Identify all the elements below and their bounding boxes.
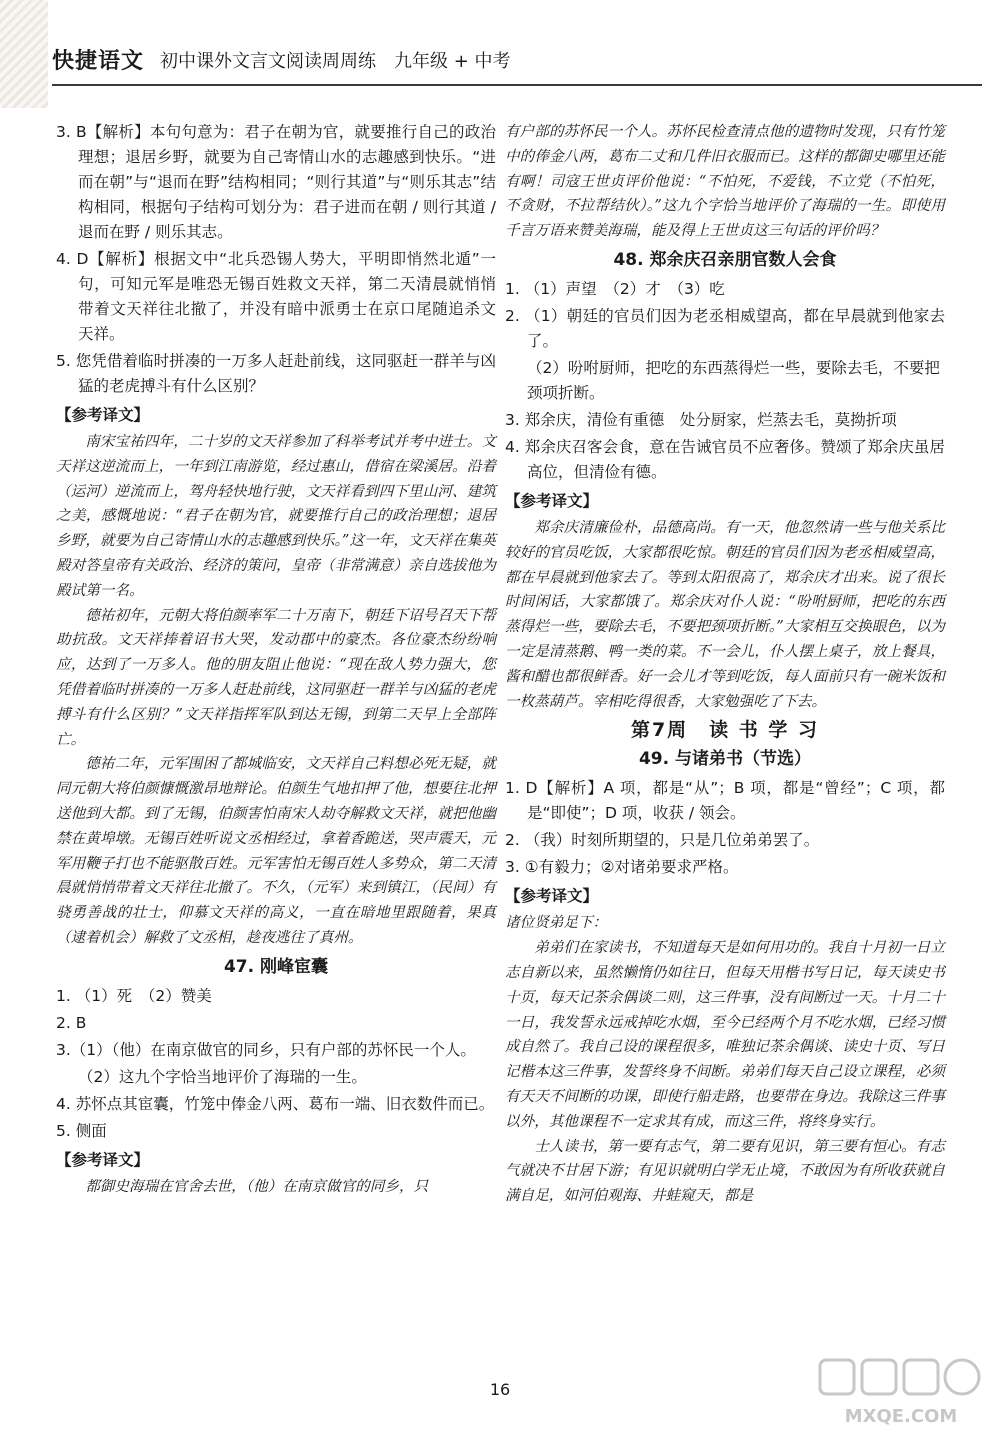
watermark-logo	[816, 1356, 986, 1430]
answer-1: 1. （1）死 （2）赞美	[56, 986, 212, 1005]
translation-paragraph: 有户部的苏怀民一个人。苏怀民检查清点他的遗物时发现，只有竹笼中的俸金八两，葛布二丈和几件旧衣服而已。这样的都御史哪里还能有啊！司寇王世贞评价他说：“不怕死，不爱钱，不立党（不怕死，不贪财，不拉帮结伙）。”这九个字恰当地评价了海瑞的一生。即使用千言万语来赞美海瑞，能及得上王世贞这三句话的评价吗？	[505, 123, 945, 240]
answer-1: 1. D【解析】A 项，都是“从”；B 项，都是“曾经”；C 项，都是“即使”；D 项，收获 / 领会。	[505, 779, 945, 823]
translation-paragraph: 德祐二年，元军围困了都城临安，文天祥自己料想必死无疑，就同元朝大将伯颜慷慨激昂地辩论。伯颜生气地扣押了他，想要往北押送他到大都。到了无锡，伯颜害怕南宋人劫夺解救文天祥，就把他幽禁在黄埠墩。无锡百姓听说文丞相经过，拿着香跪送，哭声震天，元军用鞭子打也不能驱散百姓。元军害怕无锡百姓人多势众，第二天清晨就悄悄带着文天祥往北撤了。不久，（元军）来到镇江，（民间）有骁勇善战的壮士，仰慕文天祥的高义，一直在暗地里跟随着，果真（逮着机会）解救了文丞相，趁夜逃往了真州。	[56, 755, 496, 946]
page-header	[0, 0, 1000, 108]
answer-3: 3.（1）（他）在南京做官的同乡，只有户部的苏怀民一个人。	[56, 1040, 476, 1059]
right-column	[505, 120, 945, 1209]
translation-paragraph: 郑余庆清廉俭朴，品德高尚。有一天，他忽然请一些与他关系比较好的官员吃饭，大家都很吃惊。朝廷的官员们因为老丞相威望高，都在早晨就到他家去了。等到太阳很高了，郑余庆才出来。说了很长时间闲话，大家都饿了。郑余庆对仆人说：“吩咐厨师，把吃的东西蒸得烂一些，要除去毛，不要把颈项折断。”大家相互交换眼色，以为一定是清蒸鹅、鸭一类的菜。不一会儿，仆人摆上桌子，放上餐具，酱和醋也都很鲜香。好一会儿才等到吃饭，每人面前只有一碗米饭和一枚蒸葫芦。宰相吃得很香，大家勉强吃了下去。	[505, 518, 945, 710]
reference-translation-label: 【参考译文】	[56, 406, 150, 424]
answer-2: 2. B	[56, 1013, 87, 1032]
letter-salutation: 诸位贤弟足下：	[505, 914, 608, 932]
section-title-47: 47. 刚峰宦囊	[223, 956, 329, 977]
header-rule	[52, 84, 982, 86]
answer-5: 5. 侧面	[56, 1121, 107, 1140]
answer-3: 3. B【解析】本句句意为：君子在朝为官，就要推行自己的政治理想；退居乡野，就要为自己寄情山水的志趣感到快乐。“进而在朝”与“退而在野”结构相同；“则行其道”与“则乐其志”结构相同，根据句子结构可划分为：君子进而在朝 / 则行其道 / 退而在野 / 则乐其志。	[56, 123, 496, 241]
page-number: 16	[489, 1380, 511, 1399]
answer-3: 3. ①有毅力；②对诸弟要求严格。	[505, 858, 739, 877]
translation-paragraph: 德祐初年，元朝大将伯颜率军二十万南下，朝廷下诏号召天下帮助抗敌。文天祥捧着诏书大哭，发动郡中的豪杰。各位豪杰纷纷响应，达到了一万多人。他的朋友阻止他说：“现在敌人势力强大，您凭借着临时拼凑的一万多人赶赴前线，这同驱赶一群羊与凶猛的老虎搏斗有什么区别？”文天祥指挥军队到达无锡，到第二天早上全部阵亡。	[56, 606, 496, 748]
answer-4: 4. D【解析】根据文中“北兵恐锡人势大，平明即悄然北遁”一句，可知元军是唯恐无锡百姓救文天祥，第二天清晨就悄悄带着文天祥往北撤了，并没有暗中派勇士在京口尾随追杀文天祥。	[56, 250, 496, 343]
answer-4: 4. 苏怀点其宦囊，竹笼中俸金八两、葛布一端、旧衣数件而已。	[56, 1094, 495, 1113]
translation-paragraph: 都御史海瑞在官舍去世，（他）在南京做官的同乡，只	[85, 1177, 429, 1195]
translation-paragraph: 南宋宝祐四年，二十岁的文天祥参加了科举考试并考中进士。文天祥这逆流而上，一年到江南游览，经过惠山，借宿在梁溪居。沿着（运河）逆流而上，驾舟轻快地行驶，文天祥看到四下里山河、建筑之美，感慨地说：“君子在朝为官，就要推行自己的政治理想；退居乡野，就要为自己寄情山水的志趣感到快乐。”这一年，文天祥在集英殿对答皇帝有关政治、经济的策问，皇帝（非常满意）亲自选拔他为殿试第一名。	[56, 433, 496, 599]
answer-2-part-2: （2）吩咐厨师，把吃的东西蒸得烂一些，要除去毛，不要把颈项折断。	[527, 358, 940, 402]
reference-translation-label: 【参考译文】	[505, 887, 599, 906]
brand-title: 快捷语文	[52, 49, 145, 74]
answer-3: 3. 郑余庆，清俭有重德 处分厨家，烂蒸去毛，莫拗折项	[505, 410, 897, 429]
answer-2: 2. （我）时刻所期望的，只是几位弟弟罢了。	[505, 831, 820, 850]
answer-2: 2. （1）朝廷的官员们因为老丞相威望高，都在早晨就到他家去了。	[505, 306, 945, 350]
answer-4: 4. 郑余庆召客会食，意在告诫官员不应奢侈。赞颂了郑余庆虽居高位，但清俭有德。	[505, 437, 945, 481]
answer-3-part-2: （2）这九个字恰当地评价了海瑞的一生。	[78, 1067, 367, 1086]
book-title: 初中课外文言文阅读周周练 九年级 + 中考	[160, 51, 511, 72]
answer-1: 1. （1）声望 （2）才 （3）吃	[505, 279, 725, 298]
reference-translation-label: 【参考译文】	[56, 1150, 150, 1169]
reference-translation-label: 【参考译文】	[505, 491, 599, 510]
watermark-text: MXQE.COM	[844, 1406, 958, 1427]
header-ornament	[0, 0, 48, 108]
section-title-48: 48. 郑余庆召亲朋官数人会食	[613, 249, 837, 270]
answer-5: 5. 您凭借着临时拼凑的一万多人赶赴前线，这同驱赶一群羊与凶猛的老虎搏斗有什么区别？	[56, 352, 496, 395]
translation-paragraph: 弟弟们在家读书，不知道每天是如何用功的。我自十月初一日立志自新以来，虽然懒惰仍如往日，但每天用楷书写日记，每天读史书十页，每天记茶余偶谈二则，这三件事，没有间断过一天。十月二十一日，我发誓永远戒掉吃水烟，至今已经两个月不吃水烟，已经习惯成自然了。我自己设的课程很多，唯独记茶余偶谈、读史十页、写日记楷本这三件事，发誓终身不间断。弟弟们每天自己设立课程，必须有天天不间断的功课，即使行船走路，也要带在身边。我除这三件事以外，其他课程不一定求其有成，而这三件，将终身实行。	[505, 939, 945, 1130]
left-column	[56, 120, 496, 1200]
section-title-49: 49. 与诸弟书（节选）	[638, 749, 812, 770]
week-heading: 第7周 读 书 学 习	[630, 719, 820, 742]
translation-paragraph: 士人读书，第一要有志气，第二要有见识，第三要有恒心。有志气就决不甘居下游；有见识就明白学无止境，不敢因为有所收获就自满自足，如河伯观海、井蛙窥天，都是	[505, 1137, 945, 1205]
